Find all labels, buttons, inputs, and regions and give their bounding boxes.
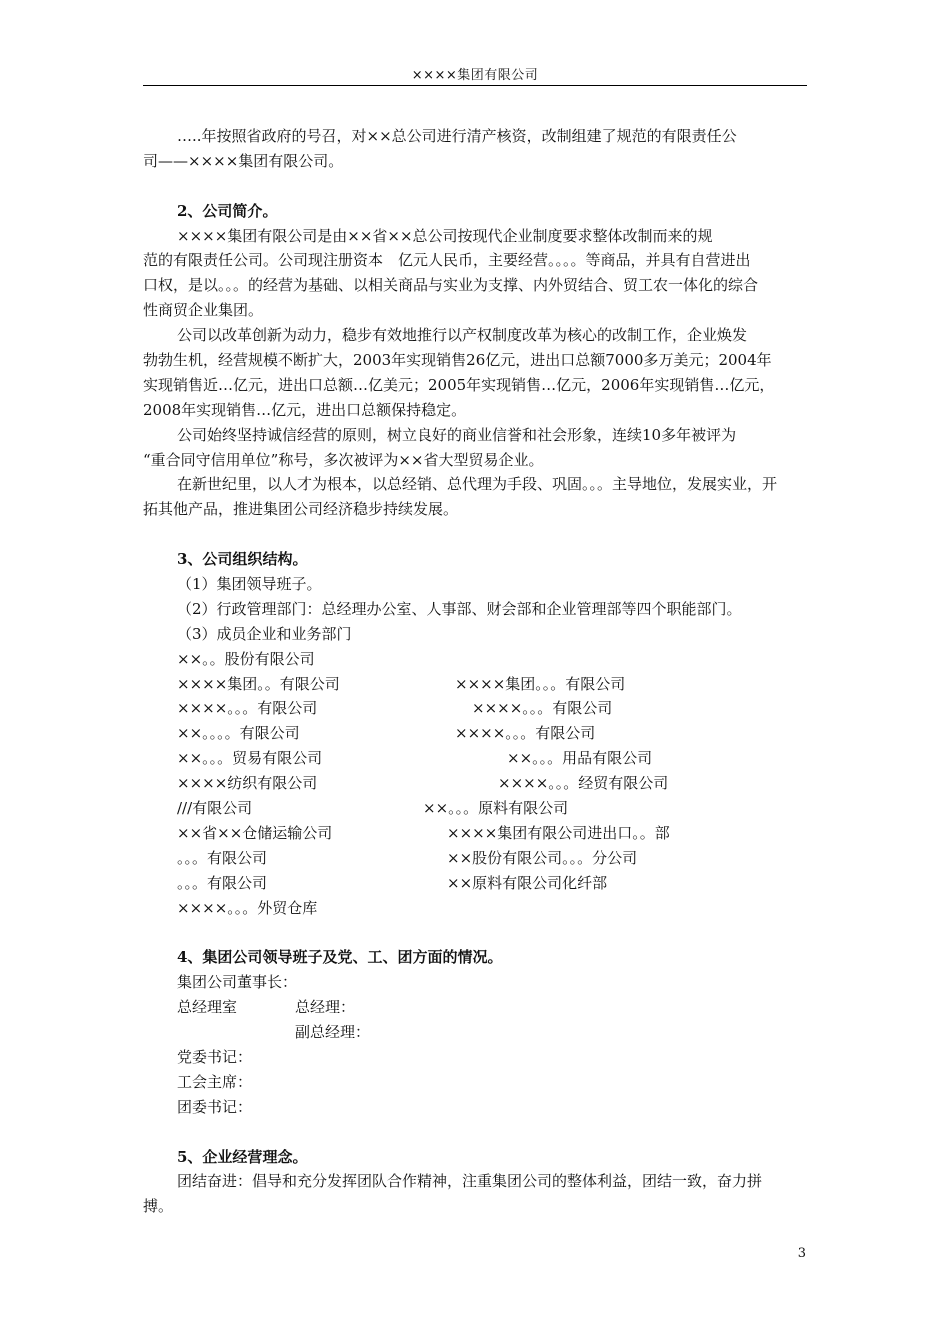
company-name: ××××。。。有限公司 <box>455 724 596 743</box>
paragraph-line: 实现销售近…亿元，进出口总额…亿美元；2005年实现销售…亿元，2006年实现销售…亿元， <box>143 375 775 394</box>
company-name: ××省××仓储运输公司 <box>177 823 333 842</box>
company-name: ××××。。。有限公司 <box>472 699 613 718</box>
company-row <box>143 896 807 921</box>
intro-line: 司——××××集团有限公司。 <box>143 151 344 170</box>
company-row <box>143 746 807 771</box>
page-number: 3 <box>797 1246 806 1261</box>
company-row <box>143 696 807 721</box>
company-name: ××××。。。有限公司 <box>177 699 318 718</box>
paragraph-line: ××××集团有限公司是由××省××总公司按现代企业制度要求整体改制而来的规 <box>177 226 713 245</box>
org-item: （3）成员企业和业务部门 <box>177 624 352 643</box>
document-body <box>143 124 807 1219</box>
company-row <box>143 771 807 796</box>
company-name: ××××集团有限公司进出口。。部 <box>447 823 670 842</box>
company-row <box>143 846 807 871</box>
company-name: ××。。。用品有限公司 <box>507 749 653 768</box>
section-heading: 3、公司组织结构。 <box>177 550 308 569</box>
union-chair-label: 工会主席： <box>177 1072 253 1091</box>
company-row <box>143 821 807 846</box>
paragraph-line: 2008年实现销售…亿元，进出口总额保持稳定。 <box>143 400 467 419</box>
paragraph-line: “重合同守信用单位”称号，多次被评为××省大型贸易企业。 <box>143 450 544 469</box>
gm-office-label: 总经理室 <box>177 998 238 1017</box>
intro-line: …..年按照省政府的号召，对××总公司进行清产核资，改制组建了规范的有限责任公 <box>177 127 737 145</box>
section-heading: 4、集团公司领导班子及党、工、团方面的情况。 <box>177 948 503 967</box>
company-name: ××股份有限公司。。。分公司 <box>447 848 638 867</box>
deputy-gm-row <box>143 1020 807 1045</box>
spacer <box>143 921 807 946</box>
paragraph-line: 搏。 <box>143 1197 174 1216</box>
company-row <box>143 871 807 896</box>
company-name: 。。。有限公司 <box>177 873 268 892</box>
gm-office-row <box>143 995 807 1020</box>
company-name: ××××集团。。。有限公司 <box>455 674 626 693</box>
company-name: ///有限公司 <box>177 799 253 818</box>
paragraph-line: 公司以改革创新为动力，稳步有效地推行以产权制度改革为核心的改制工作，企业焕发 <box>177 326 748 345</box>
org-item: （1）集团领导班子。 <box>177 575 322 594</box>
company-name: ××××纺织有限公司 <box>177 774 318 793</box>
paragraph-line: 在新世纪里，以人才为根本，以总经销、总代理为手段、巩固。。。主导地位，发展实业，开 <box>177 475 778 494</box>
paragraph-line: 团结奋进：倡导和充分发挥团队合作精神，注重集团公司的整体利益，团结一致，奋力拼 <box>177 1172 763 1191</box>
company-name: ××。。。。有限公司 <box>177 724 300 743</box>
company-row <box>143 672 807 697</box>
spacer <box>143 522 807 547</box>
company-name: ××××集团。。有限公司 <box>177 674 340 693</box>
spacer <box>143 174 807 199</box>
paragraph-line: 公司始终坚持诚信经营的原则，树立良好的商业信誉和社会形象，连续10多年被评为 <box>177 425 737 444</box>
org-item: （2）行政管理部门：总经理办公室、人事部、财会部和企业管理部等四个职能部门。 <box>177 599 742 618</box>
paragraph-line: 范的有限责任公司。公司现注册资本 亿元人民币，主要经营。。。。等商品，并具有自营进出 <box>143 251 751 270</box>
company-name: ××。。。贸易有限公司 <box>177 749 323 768</box>
company-name: ××。。股份有限公司 <box>177 649 315 668</box>
section-heading: 5、企业经营理念。 <box>177 1147 308 1166</box>
company-row <box>143 647 807 672</box>
header-title: ××××集团有限公司 <box>411 68 539 83</box>
company-name: ××原料有限公司化纤部 <box>447 873 608 892</box>
deputy-gm-label: 副总经理： <box>295 1023 371 1042</box>
chairman-label: 集团公司董事长： <box>177 973 298 992</box>
company-row <box>143 796 807 821</box>
league-secretary-label: 团委书记： <box>177 1097 253 1116</box>
party-secretary-label: 党委书记： <box>177 1047 253 1066</box>
company-name: 。。。有限公司 <box>177 848 268 867</box>
section-heading: 2、公司简介。 <box>177 201 278 220</box>
company-name: ××。。。原料有限公司 <box>423 799 569 818</box>
paragraph-line: 性商贸企业集团。 <box>143 301 264 320</box>
company-row <box>143 721 807 746</box>
company-name: ××××。。。经贸有限公司 <box>498 774 669 793</box>
company-name: ××××。。。外贸仓库 <box>177 898 318 917</box>
gm-label: 总经理： <box>295 998 356 1017</box>
paragraph-line: 口权，是以。。。的经营为基础、以相关商品与实业为支撑、内外贸结合、贸工农一体化的综合 <box>143 276 759 295</box>
paragraph-line: 勃勃生机，经营规模不断扩大，2003年实现销售26亿元，进出口总额7000多万美元；2004年 <box>143 351 772 370</box>
header-rule <box>143 85 807 86</box>
spacer <box>143 1120 807 1145</box>
paragraph-line: 拓其他产品，推进集团公司经济稳步持续发展。 <box>143 500 459 519</box>
